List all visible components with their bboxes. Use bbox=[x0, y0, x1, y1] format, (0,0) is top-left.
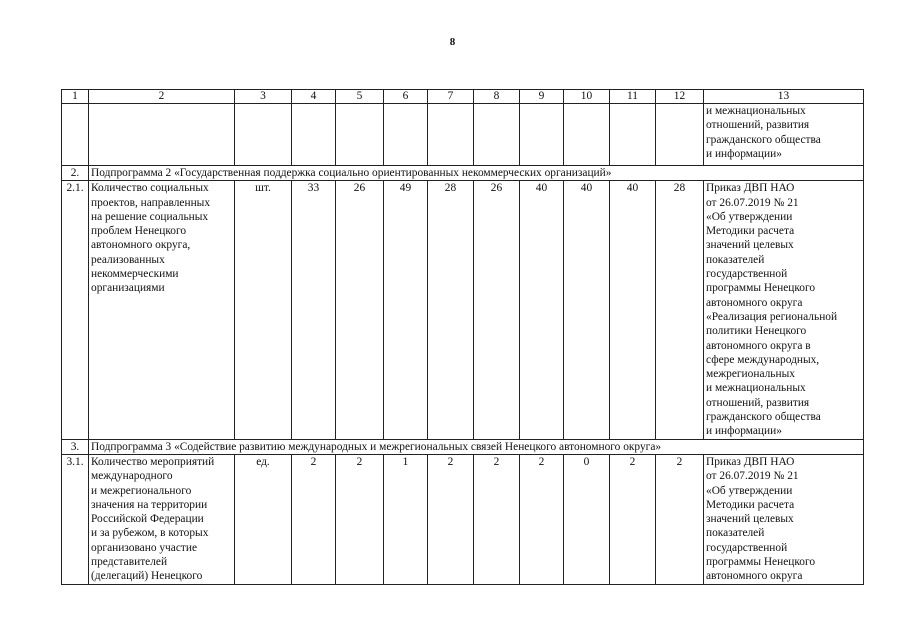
section-title: Подпрограмма 2 «Государственная поддержка социально ориентированных некоммерческих организаций» bbox=[89, 166, 864, 181]
source-cell: Приказ ДВП НАО от 26.07.2019 № 21 «Об утверждении Методики расчета значений целевых показателей государственной программы Ненецкого автономного округа bbox=[704, 454, 864, 584]
value-cell: 49 bbox=[384, 181, 428, 439]
value-cell: 40 bbox=[610, 181, 656, 439]
value-cell: 40 bbox=[564, 181, 610, 439]
table-row-continuation bbox=[62, 104, 864, 166]
header-cell: 13 bbox=[704, 90, 864, 104]
header-cell: 4 bbox=[292, 90, 336, 104]
header-cell: 10 bbox=[564, 90, 610, 104]
row-number: 3.1. bbox=[62, 454, 89, 584]
value-cell: 26 bbox=[474, 181, 520, 439]
header-cell: 1 bbox=[62, 90, 89, 104]
header-cell: 6 bbox=[384, 90, 428, 104]
value-cell: 2 bbox=[610, 454, 656, 584]
value-cell: 2 bbox=[474, 454, 520, 584]
unit-cell: ед. bbox=[235, 454, 292, 584]
header-cell: 3 bbox=[235, 90, 292, 104]
table-header-row bbox=[62, 90, 864, 104]
section-row bbox=[62, 439, 864, 454]
header-cell: 7 bbox=[428, 90, 474, 104]
section-row bbox=[62, 166, 864, 181]
value-cell: 33 bbox=[292, 181, 336, 439]
table-row bbox=[62, 454, 864, 584]
value-cell: 28 bbox=[656, 181, 704, 439]
indicator-name: Количество социальных проектов, направленных на решение социальных проблем Ненецкого автономного округа, реализованных некоммерческими организациями bbox=[89, 181, 235, 439]
header-cell: 2 bbox=[89, 90, 235, 104]
section-number: 2. bbox=[62, 166, 89, 181]
value-cell: 1 bbox=[384, 454, 428, 584]
value-cell: 2 bbox=[520, 454, 564, 584]
source-cell: и межнациональных отношений, развития гражданского общества и информации» bbox=[704, 104, 864, 166]
value-cell: 0 bbox=[564, 454, 610, 584]
value-cell: 2 bbox=[656, 454, 704, 584]
row-number: 2.1. bbox=[62, 181, 89, 439]
indicators-table bbox=[61, 89, 864, 585]
table-row bbox=[62, 181, 864, 439]
header-cell: 5 bbox=[336, 90, 384, 104]
header-cell: 12 bbox=[656, 90, 704, 104]
value-cell: 2 bbox=[428, 454, 474, 584]
section-title: Подпрограмма 3 «Содействие развитию международных и межрегиональных связей Ненецкого автономного округа» bbox=[89, 439, 864, 454]
value-cell: 2 bbox=[292, 454, 336, 584]
source-cell: Приказ ДВП НАО от 26.07.2019 № 21 «Об утверждении Методики расчета значений целевых показателей государственной программы Ненецкого автономного округа «Реализация региональной политики Ненецкого автономного округа в сфере международных, межрегиональных и межнациональных отношений, развития гражданского общества и информации» bbox=[704, 181, 864, 439]
header-cell: 8 bbox=[474, 90, 520, 104]
indicator-name: Количество мероприятий международного и межрегионального значения на территории Российской Федерации и за рубежом, в которых организовано участие представителей (делегаций) Ненецкого bbox=[89, 454, 235, 584]
value-cell: 40 bbox=[520, 181, 564, 439]
page-number: 8 bbox=[449, 36, 456, 48]
value-cell: 26 bbox=[336, 181, 384, 439]
value-cell: 28 bbox=[428, 181, 474, 439]
header-cell: 9 bbox=[520, 90, 564, 104]
value-cell: 2 bbox=[336, 454, 384, 584]
unit-cell: шт. bbox=[235, 181, 292, 439]
header-cell: 11 bbox=[610, 90, 656, 104]
section-number: 3. bbox=[62, 439, 89, 454]
